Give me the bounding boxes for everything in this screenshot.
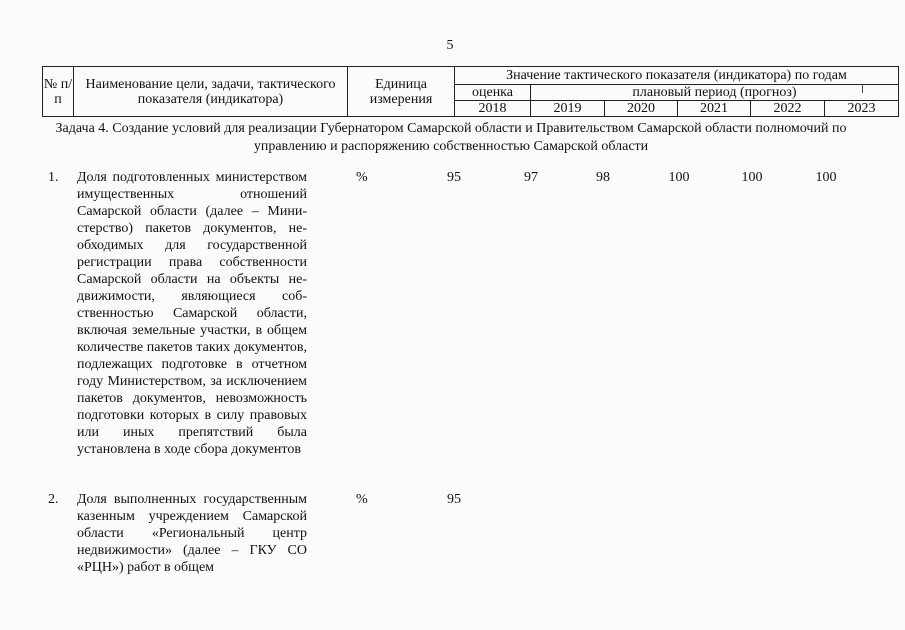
value-2023: 100 <box>815 170 837 185</box>
header-year-2018: 2018 <box>455 101 531 117</box>
indicator-table-header <box>42 66 899 117</box>
page-number: 5 <box>446 38 454 53</box>
value-2018: 95 <box>447 492 461 507</box>
row-description: Доля подготовленных министерством имущественных отношений Самарской области (далее – Министерство) пакетов документов, необходимых для государственной регистрации права собственности Самарской области на объекты недвижимости, являющиеся собственностью Самарской области, включая земельные участки, в общем количестве пакетов таких документов, подлежащих подготовке в отчетном году Министерством, за исключением пакетов документов, невозможность подготовки которых в силу правовых или иных препятствий была установлена в ходе сбора документов <box>77 170 307 457</box>
row-number: 1. <box>48 170 59 185</box>
header-year-2019: 2019 <box>531 101 605 117</box>
header-year-2022: 2022 <box>751 101 825 117</box>
value-2018: 95 <box>447 170 461 185</box>
row-description: Доля выполненных государственным казенным учреждением Самарской области «Региональный центр недвижимости» (далее – ГКУ СО «РЦН») работ в общем <box>77 492 307 575</box>
header-year-2023: 2023 <box>825 101 899 117</box>
header-year-2021: 2021 <box>678 101 751 117</box>
header-col-values: Значение тактического показателя (индикатора) по годам <box>455 67 899 85</box>
row-unit: % <box>356 170 368 185</box>
value-2020: 98 <box>596 170 610 185</box>
scan-edge-mark <box>862 84 863 93</box>
task-title: Задача 4. Создание условий для реализации Губернатором Самарской области и Правительством Самарской области полномочий по управлению и распоряжению собственностью Самарской области <box>55 121 847 154</box>
row-unit: % <box>356 492 368 507</box>
header-estimate: оценка <box>455 85 531 101</box>
value-2022: 100 <box>741 170 763 185</box>
header-col-name: Наименование цели, задачи, тактического показателя (индикатора) <box>74 67 348 117</box>
row-number: 2. <box>48 492 59 507</box>
value-2021: 100 <box>668 170 690 185</box>
header-year-2020: 2020 <box>605 101 678 117</box>
header-col-number: № п/п <box>43 67 74 117</box>
value-2019: 97 <box>524 170 538 185</box>
header-plan-period: плановый период (прогноз) <box>531 85 899 101</box>
header-col-unit: Единица измерения <box>348 67 455 117</box>
